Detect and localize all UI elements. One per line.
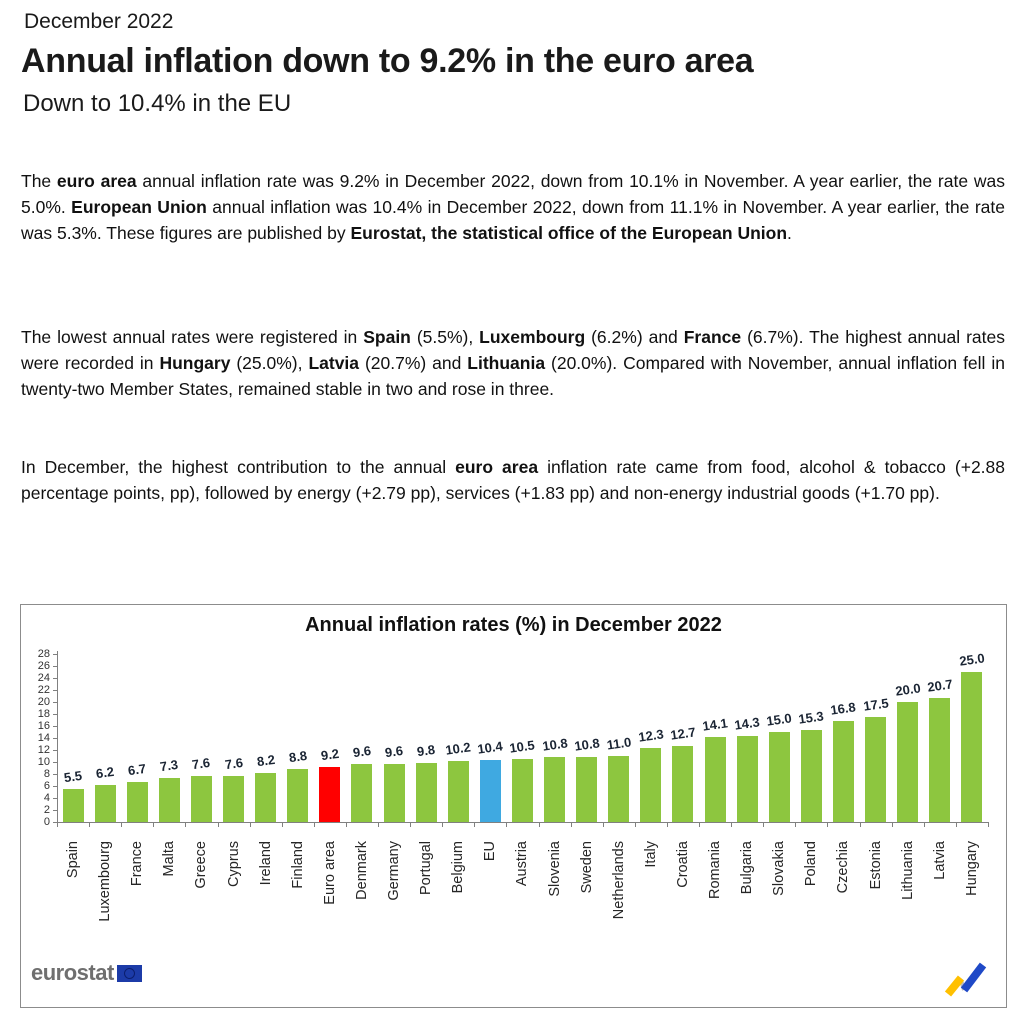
bar-value-Slovenia: 10.8 xyxy=(540,735,569,754)
axis-label-Slovakia: Slovakia xyxy=(771,841,788,896)
y-tick-label: 6 xyxy=(43,780,50,792)
page-title: Annual inflation down to 9.2% in the euro area xyxy=(21,42,754,80)
axis-label-Latvia: Latvia xyxy=(931,841,948,880)
body-text: (6.7%). The highest annual rates were recorded in xyxy=(21,327,1005,373)
y-tick-label: 18 xyxy=(37,708,50,720)
body-text: annual inflation was 10.4% in December 2022, down from 11.1% in November. A year earlier, the rate was 5.3%. These figures are published by xyxy=(21,197,1005,243)
bar-value-Netherlands: 11.0 xyxy=(605,734,632,753)
axis-label-Bulgaria: Bulgaria xyxy=(739,841,756,895)
axis-label-EU: EU xyxy=(482,841,499,862)
y-tick xyxy=(53,762,57,763)
bar-EU xyxy=(480,760,501,822)
eurostat-logo-text: eurostat xyxy=(31,960,114,985)
x-tick xyxy=(89,822,90,827)
bar-value-Cyprus: 7.6 xyxy=(223,755,244,773)
bar-Latvia xyxy=(929,698,950,822)
bar-value-Latvia: 20.7 xyxy=(926,676,954,695)
axis-label-Estonia: Estonia xyxy=(867,841,884,890)
bar-Czechia xyxy=(833,721,854,822)
bar-Ireland xyxy=(255,773,276,822)
y-tick xyxy=(53,810,57,811)
bar-value-Finland: 8.8 xyxy=(287,748,308,766)
bar-Hungary xyxy=(961,672,982,822)
body-text: (25.0%), xyxy=(230,353,309,373)
x-tick xyxy=(892,822,893,827)
x-tick xyxy=(603,822,604,827)
bar-Lithuania xyxy=(897,702,918,822)
axis-label-Portugal: Portugal xyxy=(418,841,435,896)
axis-label-Netherlands: Netherlands xyxy=(610,841,627,920)
y-tick-label: 24 xyxy=(37,672,50,684)
emphasized-text: euro area xyxy=(56,171,137,191)
axis-label-Romania: Romania xyxy=(707,841,724,900)
x-tick xyxy=(346,822,347,827)
y-tick xyxy=(53,714,57,715)
x-tick xyxy=(860,822,861,827)
bar-value-Euro-area: 9.2 xyxy=(319,745,340,763)
bar-Belgium xyxy=(448,761,469,822)
y-tick-label: 28 xyxy=(37,648,50,660)
axis-label-Belgium: Belgium xyxy=(450,841,467,894)
bar-value-EU: 10.4 xyxy=(476,737,504,757)
bar-Malta xyxy=(159,778,180,822)
x-tick xyxy=(827,822,828,827)
bar-value-Germany: 9.6 xyxy=(384,743,405,761)
y-tick xyxy=(53,654,57,655)
paragraph-contributions xyxy=(21,454,1005,506)
body-text: (20.0%). Compared with November, annual inflation fell in twenty-two Member States, remained stable in two and rose in three. xyxy=(21,353,1005,399)
bar-value-Austria: 10.5 xyxy=(508,737,537,756)
y-tick-label: 12 xyxy=(37,744,50,756)
body-text: (5.5%), xyxy=(410,327,480,347)
bar-value-Denmark: 9.6 xyxy=(351,743,372,761)
bar-Bulgaria xyxy=(737,736,758,822)
x-tick xyxy=(442,822,443,827)
axis-label-Finland: Finland xyxy=(289,841,306,889)
y-tick-label: 2 xyxy=(43,804,50,816)
x-tick xyxy=(956,822,957,827)
bar-Netherlands xyxy=(608,756,629,822)
bar-Cyprus xyxy=(223,776,244,822)
bar-value-Malta: 7.3 xyxy=(159,757,180,775)
x-tick xyxy=(795,822,796,827)
x-tick xyxy=(539,822,540,827)
bar-Slovakia xyxy=(769,732,790,822)
bar-Croatia xyxy=(672,746,693,822)
emphasized-text: euro area xyxy=(455,457,539,477)
x-tick xyxy=(218,822,219,827)
x-tick xyxy=(699,822,700,827)
y-tick xyxy=(53,726,57,727)
body-text: In December, the highest contribution to the annual xyxy=(21,457,456,477)
x-tick xyxy=(121,822,122,827)
axis-label-Italy: Italy xyxy=(642,841,659,868)
emphasized-text: Spain xyxy=(363,327,411,347)
bar-Denmark xyxy=(351,764,372,822)
body-text: inflation rate came from food, alcohol & tobacco (+2.88 percentage points, pp), followed by energy (+2.79 pp), services (+1.83 pp) and non-energy industrial goods (+1.70 pp). xyxy=(21,457,1005,503)
y-tick xyxy=(53,690,57,691)
x-tick xyxy=(763,822,764,827)
y-tick-label: 26 xyxy=(37,660,50,672)
axis-label-Luxembourg: Luxembourg xyxy=(97,841,114,922)
inflation-bar-chart xyxy=(20,604,1007,1008)
bar-Italy xyxy=(640,748,661,822)
body-text: annual inflation rate was 9.2% in December 2022, down from 10.1% in November. A year earlier, the rate was 5.0%. xyxy=(21,171,1005,217)
body-text: The lowest annual rates were registered in xyxy=(21,327,364,347)
x-tick xyxy=(250,822,251,827)
emphasized-text: Lithuania xyxy=(467,353,546,373)
x-tick xyxy=(635,822,636,827)
y-tick-label: 4 xyxy=(43,792,50,804)
axis-label-Denmark: Denmark xyxy=(353,841,370,900)
bar-Austria xyxy=(512,759,533,822)
y-tick-label: 22 xyxy=(37,684,50,696)
axis-label-Euro-area: Euro area xyxy=(321,841,338,905)
axis-label-Malta: Malta xyxy=(161,841,178,877)
axis-label-Lithuania: Lithuania xyxy=(899,841,916,900)
bar-value-Greece: 7.6 xyxy=(191,755,212,773)
axis-label-Czechia: Czechia xyxy=(835,841,852,894)
y-tick xyxy=(53,798,57,799)
y-tick xyxy=(53,666,57,667)
axis-label-Spain: Spain xyxy=(65,841,82,879)
y-tick xyxy=(53,678,57,679)
axis-label-Austria: Austria xyxy=(514,841,531,887)
axis-label-Ireland: Ireland xyxy=(257,841,274,886)
x-tick xyxy=(57,822,58,827)
bar-Greece xyxy=(191,776,212,822)
paragraph-lowest-highest-rates xyxy=(21,324,1005,402)
paragraph-euro-area-rates xyxy=(21,168,1005,246)
bar-Portugal xyxy=(416,763,437,822)
chart-plot xyxy=(21,605,1006,1007)
bar-value-Spain: 5.5 xyxy=(63,767,84,786)
y-tick-label: 16 xyxy=(37,720,50,732)
y-tick-label: 0 xyxy=(43,816,50,828)
bar-Slovenia xyxy=(544,757,565,822)
document-date: December 2022 xyxy=(24,10,174,33)
trend-arrow-icon xyxy=(942,957,992,999)
x-tick xyxy=(314,822,315,827)
bar-value-Belgium: 10.2 xyxy=(444,739,472,758)
emphasized-text: Hungary xyxy=(159,353,231,373)
x-tick xyxy=(378,822,379,827)
bar-value-Romania: 14.1 xyxy=(701,715,729,735)
bar-value-Ireland: 8.2 xyxy=(255,751,276,769)
bar-value-Czechia: 16.8 xyxy=(829,699,858,718)
bar-value-Croatia: 12.7 xyxy=(669,724,697,743)
bar-Estonia xyxy=(865,717,886,822)
bar-Luxembourg xyxy=(95,785,116,822)
bar-France xyxy=(127,782,148,822)
y-tick xyxy=(53,750,57,751)
bar-Euro-area xyxy=(319,767,340,822)
body-text: (20.7%) and xyxy=(359,353,468,373)
body-text: (6.2%) and xyxy=(585,327,684,347)
axis-label-Croatia: Croatia xyxy=(674,841,691,888)
x-tick xyxy=(474,822,475,827)
x-tick xyxy=(185,822,186,827)
bar-Finland xyxy=(287,769,308,822)
body-text: . xyxy=(787,223,792,243)
bar-Romania xyxy=(705,737,726,822)
y-tick xyxy=(53,702,57,703)
bar-value-Bulgaria: 14.3 xyxy=(733,714,761,733)
body-text: The xyxy=(21,171,57,191)
bar-value-Italy: 12.3 xyxy=(637,726,665,745)
x-tick xyxy=(988,822,989,827)
bar-Poland xyxy=(801,730,822,822)
chart-title: Annual inflation rates (%) in December 2022 xyxy=(305,614,722,636)
bar-Sweden xyxy=(576,757,597,822)
emphasized-text: Luxembourg xyxy=(479,327,586,347)
x-tick xyxy=(571,822,572,827)
emphasized-text: Latvia xyxy=(308,353,360,373)
bar-value-Lithuania: 20.0 xyxy=(894,680,922,699)
x-tick xyxy=(667,822,668,827)
y-tick-label: 8 xyxy=(43,768,50,780)
bar-Germany xyxy=(384,764,405,822)
axis-label-Sweden: Sweden xyxy=(578,841,595,894)
bar-value-Luxembourg: 6.2 xyxy=(95,763,116,781)
axis-label-Poland: Poland xyxy=(803,841,820,887)
bar-value-France: 6.7 xyxy=(127,760,148,778)
x-tick xyxy=(731,822,732,827)
y-tick xyxy=(53,738,57,739)
axis-label-Germany: Germany xyxy=(386,841,403,901)
bar-value-Poland: 15.3 xyxy=(797,708,825,727)
x-tick xyxy=(153,822,154,827)
axis-label-Slovenia: Slovenia xyxy=(546,841,563,897)
y-tick-label: 14 xyxy=(37,732,50,744)
eu-flag-icon xyxy=(117,965,142,982)
x-tick xyxy=(506,822,507,827)
bar-value-Portugal: 9.8 xyxy=(416,742,437,760)
eurostat-logo xyxy=(31,960,142,986)
x-tick xyxy=(282,822,283,827)
x-tick xyxy=(410,822,411,827)
axis-label-Hungary: Hungary xyxy=(963,841,980,896)
y-axis-line xyxy=(57,651,58,823)
bar-value-Hungary: 25.0 xyxy=(958,650,986,669)
emphasized-text: European Union xyxy=(71,197,207,217)
axis-label-Greece: Greece xyxy=(193,841,210,889)
bar-Spain xyxy=(63,789,84,822)
emphasized-text: France xyxy=(683,327,742,347)
axis-label-France: France xyxy=(129,841,146,887)
y-tick-label: 20 xyxy=(37,696,50,708)
bar-value-Estonia: 17.5 xyxy=(861,695,890,714)
y-tick-label: 10 xyxy=(37,756,50,768)
page-subtitle: Down to 10.4% in the EU xyxy=(23,90,292,117)
bar-value-Slovakia: 15.0 xyxy=(765,710,793,729)
x-tick xyxy=(924,822,925,827)
x-axis-line xyxy=(57,822,988,823)
emphasized-text: Eurostat, the statistical office of the European Union xyxy=(350,223,788,243)
bar-value-Sweden: 10.8 xyxy=(573,735,601,754)
axis-label-Cyprus: Cyprus xyxy=(225,841,242,887)
